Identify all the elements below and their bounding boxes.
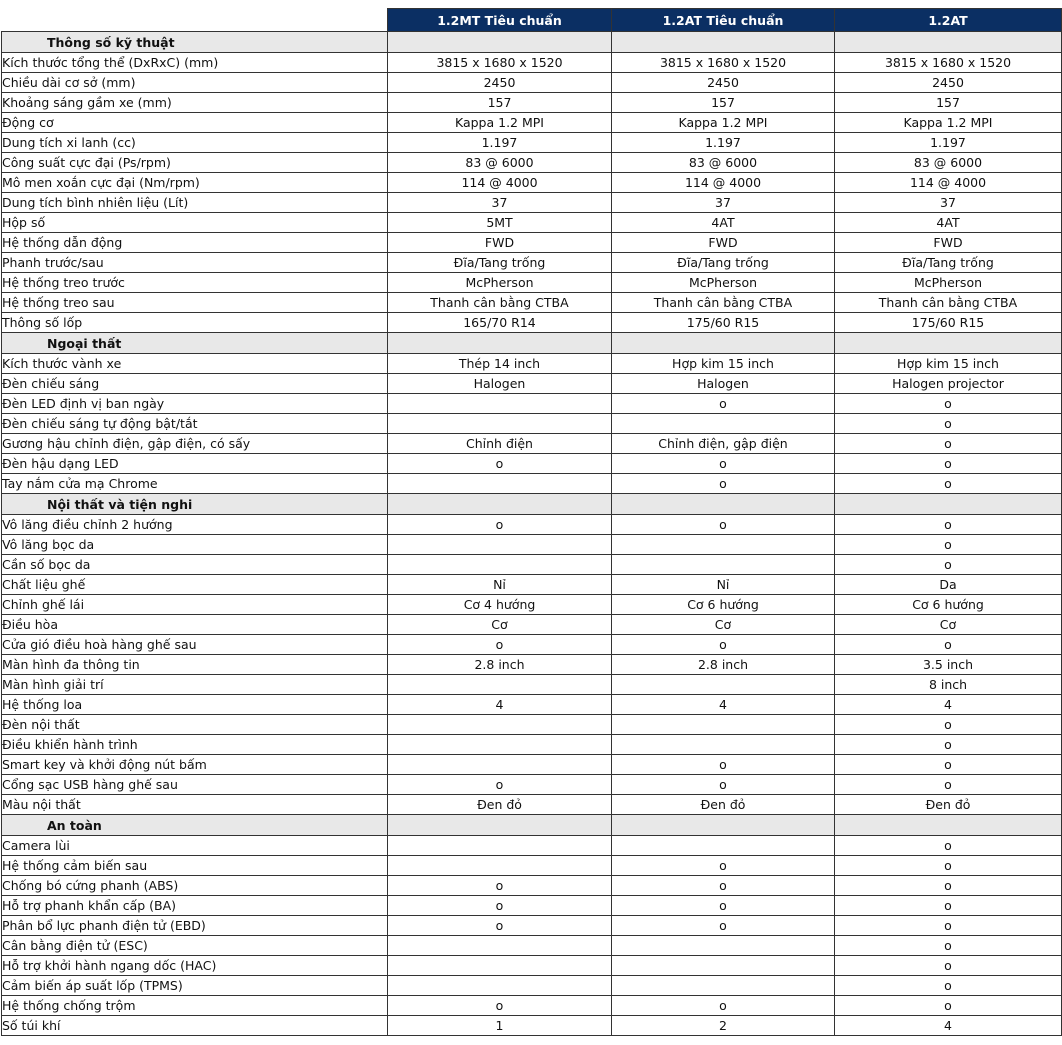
section-empty-cell (835, 494, 1062, 515)
table-row (2, 113, 1062, 133)
spec-label: Hệ thống loa (2, 695, 388, 715)
section-title: Ngoại thất (2, 333, 388, 354)
spec-value-model-1: o (388, 916, 612, 936)
spec-value-model-3: o (835, 535, 1062, 555)
spec-value-model-2 (612, 735, 835, 755)
table-row (2, 535, 1062, 555)
table-row (2, 635, 1062, 655)
spec-label: Màn hình đa thông tin (2, 655, 388, 675)
spec-value-model-1: 165/70 R14 (388, 313, 612, 333)
spec-value-model-1 (388, 755, 612, 775)
table-row (2, 555, 1062, 575)
spec-label: Động cơ (2, 113, 388, 133)
spec-value-model-3: 37 (835, 193, 1062, 213)
spec-label: Cửa gió điều hoà hàng ghế sau (2, 635, 388, 655)
spec-value-model-2: o (612, 474, 835, 494)
spec-value-model-3: 114 @ 4000 (835, 173, 1062, 193)
spec-value-model-1: Chỉnh điện (388, 434, 612, 454)
spec-label: Hệ thống cảm biến sau (2, 856, 388, 876)
spec-value-model-3: o (835, 896, 1062, 916)
spec-value-model-1: Thép 14 inch (388, 354, 612, 374)
spec-label: Công suất cực đại (Ps/rpm) (2, 153, 388, 173)
spec-value-model-1: Cơ (388, 615, 612, 635)
spec-value-model-2: Thanh cân bằng CTBA (612, 293, 835, 313)
section-empty-cell (612, 32, 835, 53)
spec-value-model-1 (388, 474, 612, 494)
spec-label: Smart key và khởi động nút bấm (2, 755, 388, 775)
spec-value-model-1: 2450 (388, 73, 612, 93)
spec-label: Dung tích bình nhiên liệu (Lít) (2, 193, 388, 213)
spec-label: Thông số lốp (2, 313, 388, 333)
table-row (2, 253, 1062, 273)
spec-value-model-3: o (835, 916, 1062, 936)
spec-value-model-2: o (612, 916, 835, 936)
spec-value-model-2: Đen đỏ (612, 795, 835, 815)
section-empty-cell (388, 333, 612, 354)
spec-value-model-2 (612, 936, 835, 956)
spec-value-model-1 (388, 836, 612, 856)
spec-value-model-3: o (835, 775, 1062, 795)
spec-value-model-1 (388, 976, 612, 996)
section-empty-cell (388, 32, 612, 53)
spec-value-model-3: 175/60 R15 (835, 313, 1062, 333)
spec-value-model-1 (388, 555, 612, 575)
spec-value-model-3: o (835, 936, 1062, 956)
section-title: An toàn (2, 815, 388, 836)
spec-value-model-1: o (388, 775, 612, 795)
table-row (2, 856, 1062, 876)
spec-value-model-3: o (835, 735, 1062, 755)
spec-value-model-2: McPherson (612, 273, 835, 293)
table-row (2, 153, 1062, 173)
spec-value-model-2: FWD (612, 233, 835, 253)
spec-label: Kích thước vành xe (2, 354, 388, 374)
spec-label: Gương hậu chỉnh điện, gập điện, có sấy (2, 434, 388, 454)
section-header-row (2, 494, 1062, 515)
spec-value-model-2 (612, 836, 835, 856)
spec-label: Hỗ trợ khởi hành ngang dốc (HAC) (2, 956, 388, 976)
table-row (2, 575, 1062, 595)
spec-value-model-2: Nỉ (612, 575, 835, 595)
spec-value-model-1: McPherson (388, 273, 612, 293)
table-row (2, 976, 1062, 996)
spec-value-model-2: 157 (612, 93, 835, 113)
spec-label: Màu nội thất (2, 795, 388, 815)
spec-value-model-3: o (835, 996, 1062, 1016)
table-row (2, 775, 1062, 795)
table-row (2, 53, 1062, 73)
section-header-row (2, 815, 1062, 836)
spec-value-model-2: o (612, 454, 835, 474)
spec-value-model-1: Halogen (388, 374, 612, 394)
spec-value-model-2: o (612, 775, 835, 795)
spec-value-model-1 (388, 394, 612, 414)
spec-value-model-2 (612, 956, 835, 976)
table-row (2, 916, 1062, 936)
table-row (2, 655, 1062, 675)
spec-value-model-2: 2.8 inch (612, 655, 835, 675)
table-row (2, 795, 1062, 815)
table-row (2, 374, 1062, 394)
spec-value-model-1: 83 @ 6000 (388, 153, 612, 173)
spec-value-model-3: 157 (835, 93, 1062, 113)
spec-value-model-3: Kappa 1.2 MPI (835, 113, 1062, 133)
spec-value-model-2: Chỉnh điện, gập điện (612, 434, 835, 454)
spec-value-model-3: Halogen projector (835, 374, 1062, 394)
spec-value-model-1: 2.8 inch (388, 655, 612, 675)
spec-label: Cân bằng điện tử (ESC) (2, 936, 388, 956)
spec-label: Số túi khí (2, 1016, 388, 1036)
spec-value-model-1: 5MT (388, 213, 612, 233)
spec-value-model-2 (612, 535, 835, 555)
spec-label: Điều hòa (2, 615, 388, 635)
spec-value-model-1 (388, 856, 612, 876)
spec-label: Hộp số (2, 213, 388, 233)
spec-label: Cổng sạc USB hàng ghế sau (2, 775, 388, 795)
spec-value-model-2: 2 (612, 1016, 835, 1036)
model-header-1: 1.2MT Tiêu chuẩn (388, 9, 612, 32)
spec-label: Vô lăng điều chỉnh 2 hướng (2, 515, 388, 535)
spec-value-model-1: Đen đỏ (388, 795, 612, 815)
table-row (2, 394, 1062, 414)
spec-value-model-2 (612, 555, 835, 575)
spec-label: Kích thước tổng thể (DxRxC) (mm) (2, 53, 388, 73)
model-header-3: 1.2AT (835, 9, 1062, 32)
spec-value-model-3: 4AT (835, 213, 1062, 233)
spec-label: Hệ thống treo sau (2, 293, 388, 313)
spec-value-model-1: o (388, 876, 612, 896)
spec-value-model-1: o (388, 896, 612, 916)
table-row (2, 936, 1062, 956)
section-empty-cell (835, 32, 1062, 53)
table-row (2, 715, 1062, 735)
spec-value-model-2: 3815 x 1680 x 1520 (612, 53, 835, 73)
spec-value-model-2: 4 (612, 695, 835, 715)
spec-value-model-3: 2450 (835, 73, 1062, 93)
spec-value-model-2: 83 @ 6000 (612, 153, 835, 173)
spec-value-model-1 (388, 936, 612, 956)
spec-value-model-1: o (388, 515, 612, 535)
section-title: Nội thất và tiện nghi (2, 494, 388, 515)
spec-value-model-2: 175/60 R15 (612, 313, 835, 333)
spec-value-model-1: o (388, 454, 612, 474)
table-row (2, 213, 1062, 233)
spec-value-model-1: o (388, 996, 612, 1016)
table-row (2, 193, 1062, 213)
spec-label: Chiều dài cơ sở (mm) (2, 73, 388, 93)
spec-label: Khoảng sáng gầm xe (mm) (2, 93, 388, 113)
spec-value-model-3: o (835, 394, 1062, 414)
section-empty-cell (388, 494, 612, 515)
spec-value-model-1: 37 (388, 193, 612, 213)
table-row (2, 836, 1062, 856)
spec-value-model-2: o (612, 755, 835, 775)
table-row (2, 93, 1062, 113)
model-header-2: 1.2AT Tiêu chuẩn (612, 9, 835, 32)
spec-value-model-3: McPherson (835, 273, 1062, 293)
spec-label: Cần số bọc da (2, 555, 388, 575)
spec-value-model-3: o (835, 836, 1062, 856)
table-row (2, 896, 1062, 916)
spec-table-body (2, 32, 1062, 1036)
spec-value-model-1: 1 (388, 1016, 612, 1036)
table-row (2, 735, 1062, 755)
spec-value-model-2: Cơ 6 hướng (612, 595, 835, 615)
spec-label: Chỉnh ghế lái (2, 595, 388, 615)
table-row (2, 1016, 1062, 1036)
spec-value-model-2: Halogen (612, 374, 835, 394)
spec-value-model-3: Cơ (835, 615, 1062, 635)
table-row (2, 695, 1062, 715)
spec-value-model-3: FWD (835, 233, 1062, 253)
table-row (2, 434, 1062, 454)
spec-label: Phân bổ lực phanh điện tử (EBD) (2, 916, 388, 936)
section-header-row (2, 32, 1062, 53)
spec-value-model-1: 1.197 (388, 133, 612, 153)
spec-label: Hệ thống dẫn động (2, 233, 388, 253)
spec-value-model-3: Da (835, 575, 1062, 595)
spec-value-model-2: Đĩa/Tang trống (612, 253, 835, 273)
spec-value-model-3: 4 (835, 695, 1062, 715)
section-empty-cell (835, 815, 1062, 836)
spec-value-model-3: Cơ 6 hướng (835, 595, 1062, 615)
header-blank-cell (2, 9, 388, 32)
spec-value-model-3: o (835, 856, 1062, 876)
table-row (2, 595, 1062, 615)
spec-value-model-2: o (612, 876, 835, 896)
spec-value-model-3: o (835, 876, 1062, 896)
spec-value-model-3: Hợp kim 15 inch (835, 354, 1062, 374)
spec-label: Camera lùi (2, 836, 388, 856)
spec-label: Hệ thống chống trộm (2, 996, 388, 1016)
table-row (2, 996, 1062, 1016)
spec-label: Phanh trước/sau (2, 253, 388, 273)
spec-value-model-3: 3815 x 1680 x 1520 (835, 53, 1062, 73)
spec-value-model-1: Kappa 1.2 MPI (388, 113, 612, 133)
spec-label: Dung tích xi lanh (cc) (2, 133, 388, 153)
table-row (2, 313, 1062, 333)
spec-value-model-3: o (835, 515, 1062, 535)
table-row (2, 755, 1062, 775)
spec-value-model-1: 4 (388, 695, 612, 715)
spec-label: Đèn hậu dạng LED (2, 454, 388, 474)
table-row (2, 675, 1062, 695)
spec-label: Hỗ trợ phanh khẩn cấp (BA) (2, 896, 388, 916)
spec-value-model-3: o (835, 956, 1062, 976)
table-row (2, 414, 1062, 434)
spec-label: Cảm biến áp suất lốp (TPMS) (2, 976, 388, 996)
spec-value-model-2: Hợp kim 15 inch (612, 354, 835, 374)
table-row (2, 173, 1062, 193)
spec-value-model-2: o (612, 394, 835, 414)
spec-value-model-3: Thanh cân bằng CTBA (835, 293, 1062, 313)
spec-value-model-1: Đĩa/Tang trống (388, 253, 612, 273)
spec-label: Hệ thống treo trước (2, 273, 388, 293)
spec-value-model-3: Đĩa/Tang trống (835, 253, 1062, 273)
spec-value-model-3: o (835, 414, 1062, 434)
table-row (2, 515, 1062, 535)
spec-label: Đèn chiếu sáng (2, 374, 388, 394)
table-row (2, 73, 1062, 93)
spec-value-model-3: 3.5 inch (835, 655, 1062, 675)
spec-value-model-3: o (835, 474, 1062, 494)
spec-value-model-1: Cơ 4 hướng (388, 595, 612, 615)
spec-value-model-3: o (835, 976, 1062, 996)
spec-value-model-2: o (612, 996, 835, 1016)
table-row (2, 354, 1062, 374)
spec-label: Chống bó cứng phanh (ABS) (2, 876, 388, 896)
spec-value-model-2 (612, 715, 835, 735)
section-empty-cell (835, 333, 1062, 354)
spec-label: Mô men xoắn cực đại (Nm/rpm) (2, 173, 388, 193)
spec-value-model-2: o (612, 635, 835, 655)
spec-label: Đèn nội thất (2, 715, 388, 735)
spec-value-model-2: o (612, 856, 835, 876)
table-row (2, 293, 1062, 313)
spec-value-model-2: Kappa 1.2 MPI (612, 113, 835, 133)
spec-value-model-3: o (835, 434, 1062, 454)
spec-value-model-2 (612, 675, 835, 695)
spec-value-model-2: o (612, 515, 835, 535)
section-empty-cell (612, 333, 835, 354)
table-row (2, 474, 1062, 494)
spec-value-model-2: Cơ (612, 615, 835, 635)
spec-value-model-1: Thanh cân bằng CTBA (388, 293, 612, 313)
spec-value-model-1: o (388, 635, 612, 655)
spec-label: Màn hình giải trí (2, 675, 388, 695)
spec-value-model-1: Nỉ (388, 575, 612, 595)
spec-value-model-1: FWD (388, 233, 612, 253)
table-row (2, 133, 1062, 153)
spec-value-model-3: 1.197 (835, 133, 1062, 153)
table-row (2, 615, 1062, 635)
table-row (2, 956, 1062, 976)
spec-value-model-2 (612, 414, 835, 434)
spec-value-model-3: 8 inch (835, 675, 1062, 695)
spec-value-model-3: o (835, 454, 1062, 474)
spec-value-model-1 (388, 956, 612, 976)
spec-value-model-1 (388, 414, 612, 434)
spec-value-model-3: o (835, 635, 1062, 655)
spec-label: Tay nắm cửa mạ Chrome (2, 474, 388, 494)
table-row (2, 273, 1062, 293)
header-row (2, 9, 1062, 32)
spec-label: Đèn LED định vị ban ngày (2, 394, 388, 414)
spec-label: Vô lăng bọc da (2, 535, 388, 555)
table-row (2, 876, 1062, 896)
spec-value-model-2: 4AT (612, 213, 835, 233)
section-header-row (2, 333, 1062, 354)
spec-value-model-1: 157 (388, 93, 612, 113)
spec-value-model-1: 114 @ 4000 (388, 173, 612, 193)
spec-value-model-3: o (835, 555, 1062, 575)
spec-value-model-2: 114 @ 4000 (612, 173, 835, 193)
spec-value-model-1: 3815 x 1680 x 1520 (388, 53, 612, 73)
section-empty-cell (612, 815, 835, 836)
spec-value-model-2 (612, 976, 835, 996)
section-empty-cell (612, 494, 835, 515)
table-row (2, 233, 1062, 253)
section-empty-cell (388, 815, 612, 836)
spec-value-model-1 (388, 735, 612, 755)
spec-value-model-2: 37 (612, 193, 835, 213)
spec-value-model-3: 4 (835, 1016, 1062, 1036)
section-title: Thông số kỹ thuật (2, 32, 388, 53)
spec-value-model-1 (388, 675, 612, 695)
spec-value-model-3: o (835, 755, 1062, 775)
spec-value-model-3: 83 @ 6000 (835, 153, 1062, 173)
spec-value-model-2: o (612, 896, 835, 916)
table-row (2, 454, 1062, 474)
spec-value-model-3: Đen đỏ (835, 795, 1062, 815)
spec-label: Đèn chiếu sáng tự động bật/tắt (2, 414, 388, 434)
spec-value-model-2: 2450 (612, 73, 835, 93)
spec-value-model-1 (388, 535, 612, 555)
spec-label: Chất liệu ghế (2, 575, 388, 595)
spec-value-model-1 (388, 715, 612, 735)
spec-value-model-2: 1.197 (612, 133, 835, 153)
spec-value-model-3: o (835, 715, 1062, 735)
spec-label: Điều khiển hành trình (2, 735, 388, 755)
spec-table (1, 8, 1062, 1036)
